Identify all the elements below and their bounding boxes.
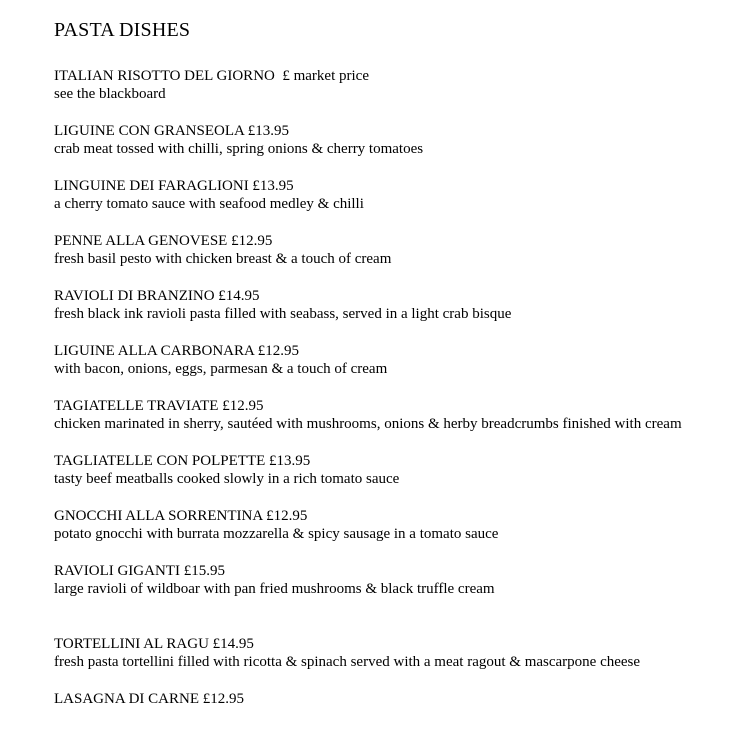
menu-item [54, 177, 724, 213]
menu-item-title: LASAGNA DI CARNE £12.95 [54, 691, 245, 707]
menu-item [54, 452, 724, 488]
menu-item-title: RAVIOLI GIGANTI £15.95 [54, 563, 225, 579]
menu-item-description: see the blackboard [54, 86, 166, 102]
menu-item [54, 635, 724, 671]
menu-item-title: LINGUINE DEI FARAGLIONI £13.95 [54, 178, 294, 194]
menu-item-description: chicken marinated in sherry, sautéed with mushrooms, onions & herby breadcrumbs finished with cream [54, 416, 682, 432]
menu-item-description: potato gnocchi with burrata mozzarella & spicy sausage in a tomato sauce [54, 526, 499, 542]
menu-item [54, 562, 724, 598]
menu-item [54, 287, 724, 323]
menu-item [54, 690, 724, 708]
menu-item [54, 67, 724, 103]
menu-item-title: TAGIATELLE TRAVIATE £12.95 [54, 398, 264, 414]
menu-item-title: TORTELLINI AL RAGU £14.95 [54, 636, 254, 652]
menu-item [54, 122, 724, 158]
menu-item-title: RAVIOLI DI BRANZINO £14.95 [54, 288, 260, 304]
menu-item-description: fresh black ink ravioli pasta filled with seabass, served in a light crab bisque [54, 306, 512, 322]
menu-item [54, 342, 724, 378]
menu-item-description: a cherry tomato sauce with seafood medley & chilli [54, 196, 364, 212]
menu-item [54, 507, 724, 543]
menu-item-title: TAGLIATELLE CON POLPETTE £13.95 [54, 453, 311, 469]
menu-item-title: GNOCCHI ALLA SORRENTINA £12.95 [54, 508, 308, 524]
menu-item-description: tasty beef meatballs cooked slowly in a rich tomato sauce [54, 471, 400, 487]
page-title: PASTA DISHES [54, 19, 191, 41]
menu-item-title: PENNE ALLA GENOVESE £12.95 [54, 233, 273, 249]
menu-item-title: ITALIAN RISOTTO DEL GIORNO £ market price [54, 68, 369, 84]
menu-item-description: crab meat tossed with chilli, spring onions & cherry tomatoes [54, 141, 424, 157]
menu-item-title: LIGUINE CON GRANSEOLA £13.95 [54, 123, 289, 139]
menu-item [54, 397, 724, 433]
menu-page [54, 18, 724, 727]
menu-item [54, 232, 724, 268]
menu-item-description: fresh pasta tortellini filled with ricotta & spinach served with a meat ragout & mascarpone cheese [54, 654, 641, 670]
menu-item-description: large ravioli of wildboar with pan fried mushrooms & black truffle cream [54, 581, 495, 597]
menu-item-title: LIGUINE ALLA CARBONARA £12.95 [54, 343, 300, 359]
menu-item-description: fresh basil pesto with chicken breast & a touch of cream [54, 251, 392, 267]
menu-item-description: with bacon, onions, eggs, parmesan & a touch of cream [54, 361, 388, 377]
